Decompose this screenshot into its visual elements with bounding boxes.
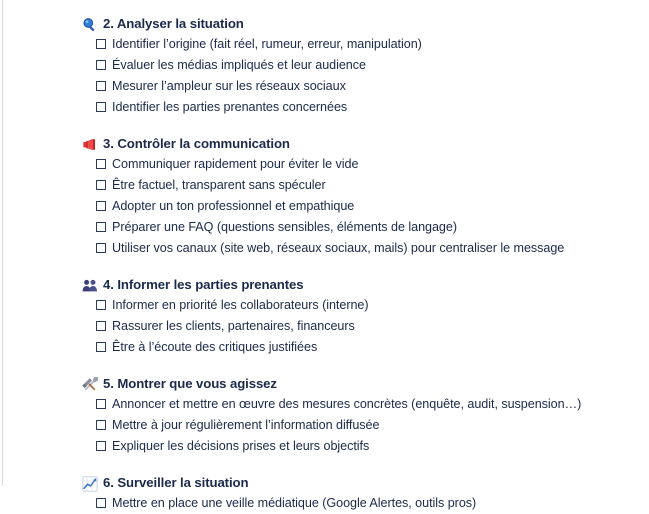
checklist-item-label: Être factuel, transparent sans spéculer — [112, 178, 326, 192]
checkbox-icon[interactable] — [96, 399, 106, 409]
section-title: 4. Informer les parties prenantes — [103, 277, 304, 292]
section-heading — [0, 276, 649, 293]
checklist-item[interactable] — [0, 238, 649, 259]
checkbox-icon[interactable] — [96, 321, 106, 331]
checkbox-icon[interactable] — [96, 222, 106, 232]
checklist-section — [0, 135, 649, 259]
checkbox-icon[interactable] — [96, 81, 106, 91]
checklist-item-label: Identifier les parties prenantes concernées — [112, 100, 348, 114]
section-title: 6. Surveiller la situation — [103, 475, 249, 490]
checkbox-icon[interactable] — [96, 498, 106, 508]
magnifying-glass-icon — [82, 17, 98, 33]
checklist-item-label: Rassurer les clients, partenaires, financeurs — [112, 319, 355, 333]
checkbox-icon[interactable] — [96, 300, 106, 310]
checklist-item[interactable] — [0, 175, 649, 196]
checkbox-icon[interactable] — [96, 60, 106, 70]
checklist-item-label: Communiquer rapidement pour éviter le vide — [112, 157, 359, 171]
checklist-item-label: Expliquer les décisions prises et leurs objectifs — [112, 439, 370, 453]
checklist-item[interactable] — [0, 337, 649, 358]
section-heading — [0, 135, 649, 152]
megaphone-icon — [82, 137, 98, 153]
checklist-item-label: Mesurer l’ampleur sur les réseaux sociaux — [112, 79, 346, 93]
checkbox-icon[interactable] — [96, 420, 106, 430]
checklist-item[interactable] — [0, 154, 649, 175]
section-gap — [0, 118, 649, 135]
checklist-item[interactable] — [0, 316, 649, 337]
people-icon — [82, 278, 98, 294]
checklist-item[interactable] — [0, 436, 649, 457]
checklist-section — [0, 375, 649, 457]
chart-increasing-icon — [82, 476, 98, 492]
section-heading — [0, 474, 649, 491]
checklist-items — [0, 154, 649, 259]
section-title: 3. Contrôler la communication — [103, 136, 290, 151]
checklist-section — [0, 15, 649, 118]
section-gap — [0, 457, 649, 474]
checkbox-icon[interactable] — [96, 441, 106, 451]
checklist-item-label: Préparer une FAQ (questions sensibles, éléments de langage) — [112, 220, 457, 234]
checkbox-icon[interactable] — [96, 201, 106, 211]
checklist-item-label: Utiliser vos canaux (site web, réseaux sociaux, mails) pour centraliser le message — [112, 241, 565, 255]
checkbox-icon[interactable] — [96, 39, 106, 49]
checkbox-icon[interactable] — [96, 243, 106, 253]
checkbox-icon[interactable] — [96, 159, 106, 169]
checklist-item-label: Mettre en place une veille médiatique (Google Alertes, outils pros) — [112, 496, 477, 510]
checklist-item[interactable] — [0, 34, 649, 55]
checkbox-icon[interactable] — [96, 180, 106, 190]
checklist-item[interactable] — [0, 394, 649, 415]
checklist-items — [0, 295, 649, 358]
checklist-item-label: Être à l’écoute des critiques justifiées — [112, 340, 318, 354]
checklist-item[interactable] — [0, 55, 649, 76]
top-spacer — [0, 0, 649, 15]
section-gap — [0, 259, 649, 276]
checklist-item[interactable] — [0, 76, 649, 97]
checklist-item[interactable] — [0, 196, 649, 217]
checklist-item-label: Mettre à jour régulièrement l’information diffusée — [112, 418, 380, 432]
section-title: 2. Analyser la situation — [103, 16, 244, 31]
checklist-item[interactable] — [0, 493, 649, 514]
checklist-items — [0, 493, 649, 514]
checklist-item[interactable] — [0, 217, 649, 238]
checklist-section — [0, 276, 649, 358]
checklist-items — [0, 34, 649, 118]
section-gap — [0, 358, 649, 375]
section-heading — [0, 15, 649, 32]
checklist-item[interactable] — [0, 295, 649, 316]
checklist-item-label: Adopter un ton professionnel et empathique — [112, 199, 355, 213]
checklist-item-label: Évaluer les médias impliqués et leur audience — [112, 58, 366, 72]
hammer-and-wrench-icon — [82, 377, 98, 393]
checkbox-icon[interactable] — [96, 342, 106, 352]
checklist-item-label: Informer en priorité les collaborateurs (interne) — [112, 298, 369, 312]
section-heading — [0, 375, 649, 392]
checklist-item[interactable] — [0, 415, 649, 436]
checklist-item-label: Annoncer et mettre en œuvre des mesures concrètes (enquête, audit, suspension…) — [112, 397, 582, 411]
checkbox-icon[interactable] — [96, 102, 106, 112]
checklist-item[interactable] — [0, 97, 649, 118]
section-title: 5. Montrer que vous agissez — [103, 376, 277, 391]
checklist-items — [0, 394, 649, 457]
checklist-section — [0, 474, 649, 514]
checklist-item-label: Identifier l’origine (fait réel, rumeur, erreur, manipulation) — [112, 37, 422, 51]
